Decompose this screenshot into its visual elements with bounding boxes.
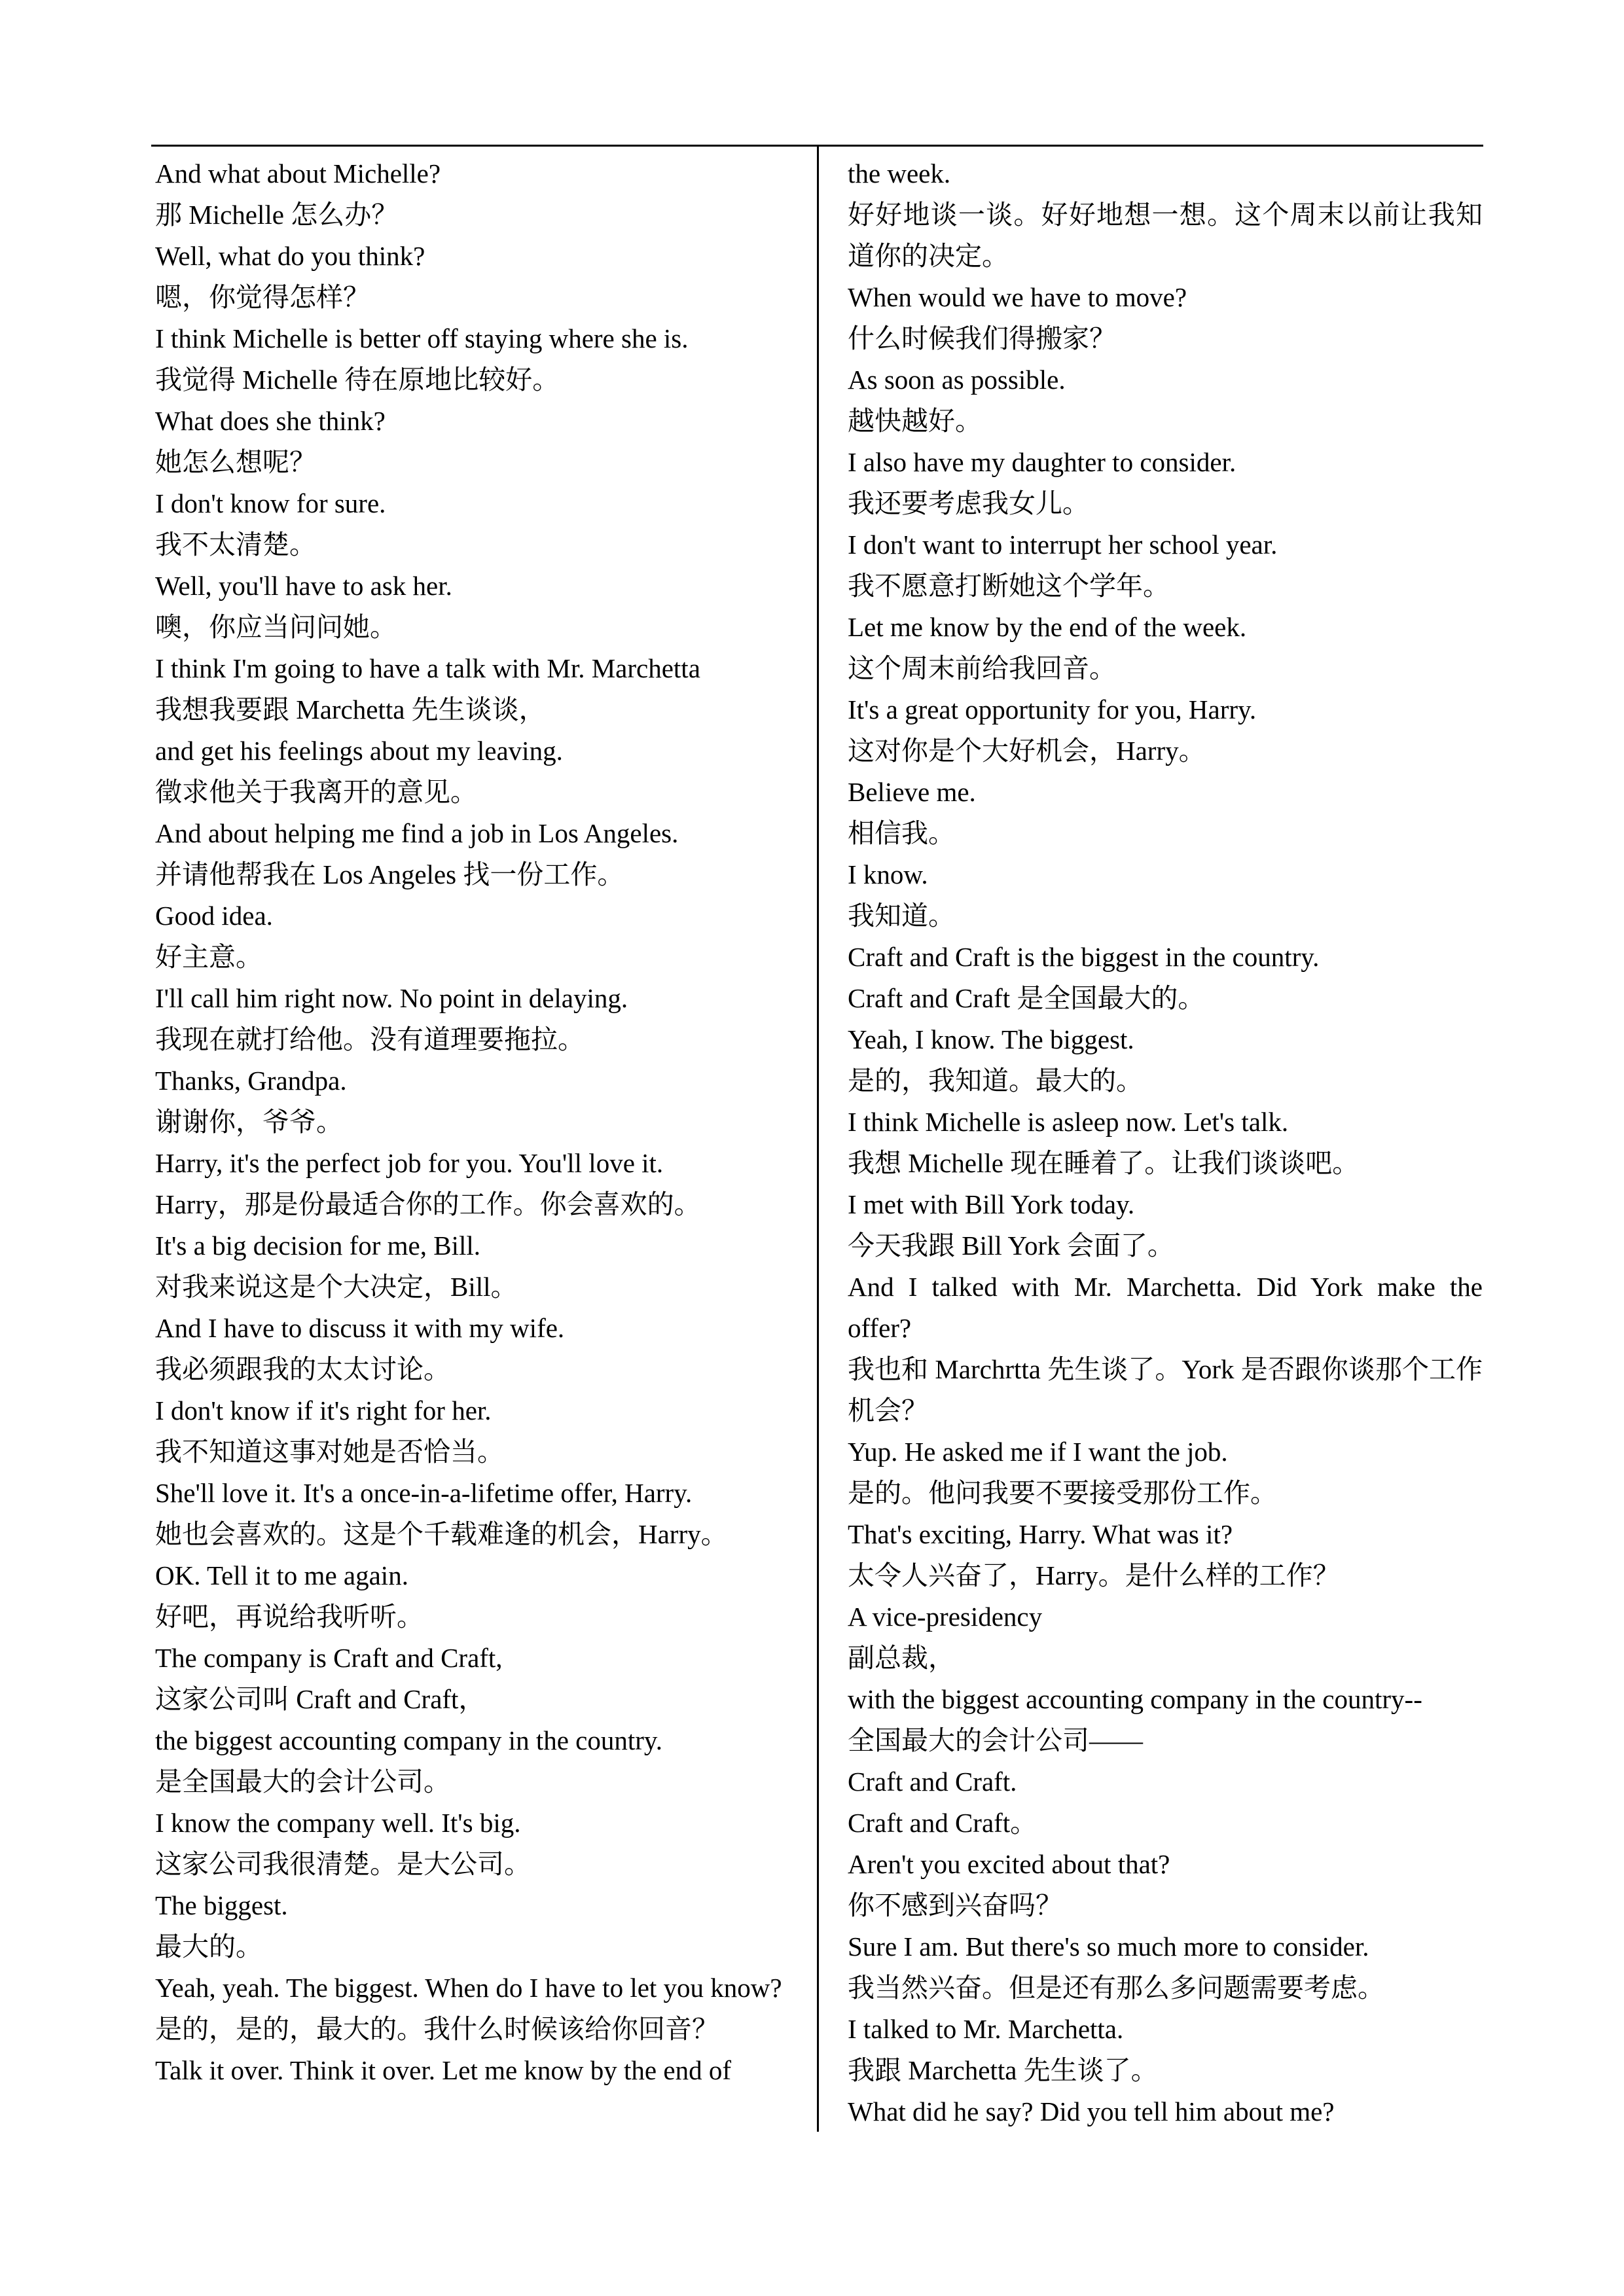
dialogue-line: 这个周末前给我回音。 bbox=[848, 653, 1116, 683]
dialogue-line: Believe me. bbox=[848, 777, 976, 807]
dialogue-line: 并请他帮我在 Los Angeles 找一份工作。 bbox=[155, 859, 624, 889]
dialogue-line: 我不知道这事对她是否恰当。 bbox=[155, 1437, 504, 1467]
dialogue-line: 我现在就打给他。没有道理要拖拉。 bbox=[155, 1024, 585, 1054]
right-column bbox=[848, 153, 1483, 2132]
dialogue-line: 谢谢你，爷爷。 bbox=[155, 1107, 343, 1137]
dialogue-line: and get his feelings about my leaving. bbox=[155, 736, 563, 766]
dialogue-line: What does she think? bbox=[155, 406, 386, 436]
dialogue-line: 是的，是的，最大的。我什么时候该给你回音？ bbox=[155, 2014, 719, 2044]
dialogue-line: Craft and Craft 是全国最大的。 bbox=[848, 983, 1205, 1013]
dialogue-line: 是全国最大的会计公司。 bbox=[155, 1767, 450, 1797]
dialogue-line: 我想我要跟 Marchetta 先生谈谈， bbox=[155, 694, 546, 725]
dialogue-line: I don't want to interrupt her school year. bbox=[848, 529, 1278, 560]
dialogue-line: A vice-presidency bbox=[848, 1602, 1043, 1632]
dialogue-line: Well, you'll have to ask her. bbox=[155, 571, 452, 601]
dialogue-line: What did he say? Did you tell him about me? bbox=[848, 2096, 1335, 2126]
dialogue-line: Craft and Craft is the biggest in the country. bbox=[848, 942, 1320, 972]
dialogue-line: 是的。他问我要不要接受那份工作。 bbox=[848, 1478, 1277, 1508]
dialogue-line: 这家公司我很清楚。是大公司。 bbox=[155, 1849, 531, 1879]
dialogue-line: I know. bbox=[848, 859, 928, 889]
dialogue-line: I'll call him right now. No point in delaying. bbox=[155, 983, 628, 1013]
dialogue-line: Good idea. bbox=[155, 901, 273, 931]
dialogue-line: I don't know for sure. bbox=[155, 488, 386, 518]
dialogue-line: 我跟 Marchetta 先生谈了。 bbox=[848, 2055, 1158, 2085]
dialogue-line: 我也和 Marchrtta 先生谈了。York 是否跟你谈那个工作机会？ bbox=[848, 1354, 1483, 1426]
dialogue-line: 对我来说这是个大决定，Bill。 bbox=[155, 1272, 518, 1302]
dialogue-line: 全国最大的会计公司—— bbox=[848, 1725, 1143, 1755]
dialogue-line: 最大的。 bbox=[155, 1931, 262, 1962]
dialogue-line: As soon as possible. bbox=[848, 365, 1066, 395]
dialogue-line: Yeah, I know. The biggest. bbox=[848, 1024, 1134, 1054]
dialogue-line: I know the company well. It's big. bbox=[155, 1808, 521, 1838]
dialogue-line: 这对你是个大好机会，Harry。 bbox=[848, 736, 1206, 766]
dialogue-line: When would we have to move? bbox=[848, 282, 1187, 312]
dialogue-line: Yeah, yeah. The biggest. When do I have to let you know? bbox=[155, 1973, 782, 2003]
dialogue-line: I think Michelle is better off staying where she is. bbox=[155, 323, 689, 353]
dialogue-line: Thanks, Grandpa. bbox=[155, 1066, 347, 1096]
dialogue-line: It's a great opportunity for you, Harry. bbox=[848, 694, 1257, 725]
dialogue-line: 好好地谈一谈。好好地想一想。这个周末以前让我知道你的决定。 bbox=[848, 200, 1483, 271]
dialogue-line: I also have my daughter to consider. bbox=[848, 447, 1236, 477]
dialogue-line: 好吧，再说给我听听。 bbox=[155, 1602, 424, 1632]
dialogue-line: Yup. He asked me if I want the job. bbox=[848, 1437, 1228, 1467]
dialogue-line: And what about Michelle? bbox=[155, 158, 441, 188]
dialogue-line: the biggest accounting company in the country. bbox=[155, 1725, 662, 1755]
dialogue-line: I met with Bill York today. bbox=[848, 1189, 1135, 1219]
dialogue-line: 她也会喜欢的。这是个千载难逢的机会，Harry。 bbox=[155, 1519, 728, 1549]
dialogue-line: Harry, it's the perfect job for you. You'll love it. bbox=[155, 1148, 664, 1178]
dialogue-line: Sure I am. But there's so much more to consider. bbox=[848, 1931, 1369, 1962]
dialogue-line: with the biggest accounting company in the country-- bbox=[848, 1684, 1422, 1714]
dialogue-line: She'll love it. It's a once-in-a-lifetime offer, Harry. bbox=[155, 1478, 693, 1508]
dialogue-line: I think I'm going to have a talk with Mr. Marchetta bbox=[155, 653, 700, 683]
dialogue-line: 她怎么想呢？ bbox=[155, 447, 316, 477]
dialogue-line: 嗯，你觉得怎样？ bbox=[155, 282, 370, 312]
dialogue-line: And I have to discuss it with my wife. bbox=[155, 1313, 565, 1343]
dialogue-line: 副总裁， bbox=[848, 1643, 955, 1673]
column-divider bbox=[817, 147, 819, 2132]
dialogue-line: 我不太清楚。 bbox=[155, 529, 316, 560]
dialogue-line: 噢，你应当问问她。 bbox=[155, 612, 397, 642]
dialogue-line: Harry，那是份最适合你的工作。你会喜欢的。 bbox=[155, 1189, 701, 1219]
dialogue-line: 是的，我知道。最大的。 bbox=[848, 1066, 1143, 1096]
dialogue-line: 太令人兴奋了，Harry。是什么样的工作？ bbox=[848, 1560, 1340, 1590]
dialogue-line: OK. Tell it to me again. bbox=[155, 1560, 408, 1590]
dialogue-line: 越快越好。 bbox=[848, 406, 982, 436]
dialogue-line: 我觉得 Michelle 待在原地比较好。 bbox=[155, 365, 560, 395]
dialogue-line: It's a big decision for me, Bill. bbox=[155, 1230, 481, 1261]
left-column bbox=[155, 153, 790, 2091]
dialogue-line: Let me know by the end of the week. bbox=[848, 612, 1247, 642]
dialogue-line: Aren't you excited about that? bbox=[848, 1849, 1170, 1879]
dialogue-line: 我必须跟我的太太讨论。 bbox=[155, 1354, 450, 1384]
dialogue-line: The biggest. bbox=[155, 1890, 288, 1920]
dialogue-line: 那 Michelle 怎么办？ bbox=[155, 200, 399, 230]
dialogue-line: Well, what do you think? bbox=[155, 241, 425, 271]
dialogue-line: Craft and Craft。 bbox=[848, 1808, 1038, 1838]
dialogue-line: And I talked with Mr. Marchetta. Did York make the offer? bbox=[848, 1272, 1483, 1343]
dialogue-line: I think Michelle is asleep now. Let's talk. bbox=[848, 1107, 1289, 1137]
dialogue-line: 什么时候我们得搬家？ bbox=[848, 323, 1116, 353]
dialogue-line: That's exciting, Harry. What was it? bbox=[848, 1519, 1233, 1549]
dialogue-line: 你不感到兴奋吗？ bbox=[848, 1890, 1062, 1920]
dialogue-line: 我还要考虑我女儿。 bbox=[848, 488, 1089, 518]
dialogue-line: 我想 Michelle 现在睡着了。让我们谈谈吧。 bbox=[848, 1148, 1360, 1178]
dialogue-line: 相信我。 bbox=[848, 818, 955, 848]
dialogue-line: 我不愿意打断她这个学年。 bbox=[848, 571, 1170, 601]
dialogue-line: 我当然兴奋。但是还有那么多问题需要考虑。 bbox=[848, 1973, 1384, 2003]
dialogue-line: 我知道。 bbox=[848, 901, 955, 931]
dialogue-line: Craft and Craft. bbox=[848, 1767, 1017, 1797]
dialogue-line: 这家公司叫 Craft and Craft， bbox=[155, 1684, 486, 1714]
dialogue-line: I don't know if it's right for her. bbox=[155, 1395, 492, 1426]
dialogue-line: Talk it over. Think it over. Let me know by the end of bbox=[155, 2055, 731, 2085]
dialogue-line: The company is Craft and Craft, bbox=[155, 1643, 503, 1673]
dialogue-line: 徵求他关于我离开的意见。 bbox=[155, 777, 477, 807]
dialogue-line: And about helping me find a job in Los Angeles. bbox=[155, 818, 679, 848]
dialogue-line: the week. bbox=[848, 158, 951, 188]
dialogue-line: 好主意。 bbox=[155, 942, 262, 972]
dialogue-line: I talked to Mr. Marchetta. bbox=[848, 2014, 1124, 2044]
dialogue-line: 今天我跟 Bill York 会面了。 bbox=[848, 1230, 1174, 1261]
